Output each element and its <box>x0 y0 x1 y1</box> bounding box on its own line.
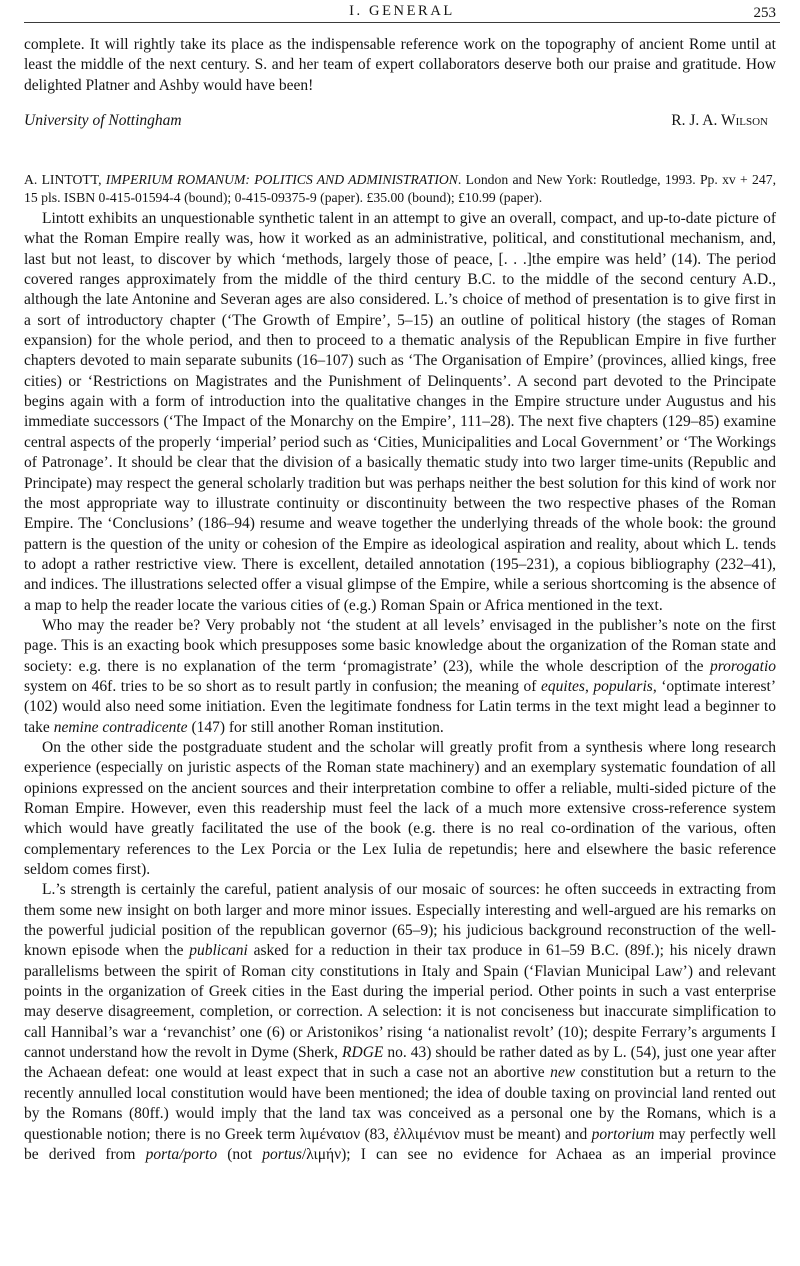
book-author: A. LINTOTT, <box>24 172 106 188</box>
latin-term-publicani: publicani <box>189 942 248 960</box>
page-number: 253 <box>753 5 776 21</box>
text-run: L.’s strength is certainly the careful, patient analysis of our mosaic of sources: he often succeeds in extracting from them some new insight on both larger and more minor issues. Especially interesting and well-argued are his remarks on the powerful judicial position of the republican governor (65–9); his judicious background reconstruction of the well-known episode when the <box>24 881 776 960</box>
previous-review-closing-paragraph: complete. It will rightly take its place as the indispensable reference work on the topography of ancient Rome until at least the middle of the next century. S. and her team of expert collaborators deserve both our praise and gratitude. How delighted Platner and Ashby would have been! <box>24 36 776 94</box>
text-run: /λιμήν); I can see no evidence for Achaea as an imperial province <box>301 1145 777 1163</box>
emphasis-new: new <box>550 1064 576 1082</box>
review-paragraph-3: On the other side the postgraduate student and the scholar will greatly profit from a synthesis where long research experience (especially on juristic aspects of the Roman state machinery) and an exemplary systematic foundation of all opinions expressed on the ancient sources and their interpretation combine to offer a reliable, multi-sided picture of the Roman Empire. However, even this readership must feel the lack of a much more extensive cross-reference system which would have greatly facilitated the use of the book (e.g. there is no real co-ordination of the various, often complementary references to the Lex Porcia or the Lex Iulia de repetundis; here and elsewhere the basic reference seldom comes first). <box>24 738 776 879</box>
running-head <box>24 0 780 23</box>
text-run: constitution but a return to the recently annulled local constitution would have been mentioned; the idea of double taxing on provincial land rented out by the Romans (80ff.) would imply that the land tax was conceived as a personal one by the Romans, which is a questionable notion; there is no Greek term λιμέναιον (83, ἐλλιμένιον must be meant) and <box>24 1064 776 1143</box>
text-run: , <box>584 677 594 695</box>
reviewer-name: R. J. A. Wilson <box>671 112 768 130</box>
latin-term-portus: portus <box>262 1145 302 1163</box>
text-run: , ‘optimate interest’ (102) would also need some initiation. Even the legitimate fondness for Latin terms in the text might lead a beginner to take <box>24 677 776 736</box>
text-run: system on 46f. tries to be so short as to result partly in confusion; the meaning of <box>24 677 542 695</box>
book-title: IMPERIUM ROMANUM: POLITICS AND ADMINISTRATION <box>105 172 458 188</box>
review-paragraph-4 <box>24 880 776 1165</box>
text-run: (not <box>217 1145 263 1163</box>
review-paragraph-2 <box>24 616 776 738</box>
latin-term-equites: equites <box>541 677 585 695</box>
reviewer-signature <box>24 111 776 131</box>
text-run: (147) for still another Roman institution. <box>187 718 444 736</box>
citation-rdge: RDGE <box>342 1044 384 1062</box>
latin-term-portorium: portorium <box>591 1125 655 1143</box>
text-run: no. 43) should be rather dated as by L. (54), just one year after the Achaean defeat: one would at least expect that in such a case not an abortive <box>24 1044 777 1082</box>
latin-term-nemine-contradicente: nemine contradicente <box>53 718 188 736</box>
review-paragraph-1: Lintott exhibits an unquestionable synthetic talent in an attempt to give an overall, compact, and up-to-date picture of what the Roman Empire really was, how it worked as an administrative, political, and constitutional mechanism, and, last but not least, to discover by which ‘methods, largely those of peace, [. . .]the empire was held’ (14). The period covered ranges approximately from the middle of the third century B.C. to the middle of the second century A.D., although the late Antonine and Severan ages are also considered. L.’s choice of method of presentation is to give first in a sort of introductory chapter (‘The Growth of Empire’, 5–15) an outline of political history (the stages of Roman expansion) for the whole period, and then to proceed to a thematic analysis of the Republican Empire in five further chapters devoted to main separate subunits (16–107) such as ‘The Organisation of Empire’ (provinces, allied kings, free cities) or ‘Restrictions on Magistrates and the Punishment of Delinquents’. A second part devoted to the Principate begins again with a form of introduction into the qualitative changes in the Empire structure under Augustus and his immediate successors (‘The Impact of the Monarchy on the Empire’, 111–28). The next five chapters (129–85) examine central aspects of the properly ‘imperial’ period such as ‘Cities, Municipalities and Local Government’ or ‘The Workings of Patronage’. It should be clear that the division of a basically thematic study into two larger time-units (Republic and Principate) may respect the general scholarly tradition but was perhaps neither the best solution for this kind of work nor the most appropriate way to illustrate continuity or discontinuity between the two respective phases of the Roman Empire. The ‘Conclusions’ (186–94) resume and weave together the underlying threads of the whole book: the ground pattern is the question of the unity or cohesion of the Empire as ideological aspiration and reality, about which L. tends to adopt a rather restrictive view. There is excellent, detailed annotation (195–231), a copious bibliography (232–41), and indices. The illustrations selected offer a visual glimpse of the Empire, while a serious shortcoming is the absence of a map to help the reader locate the various cities of (e.g.) Roman Spain or Africa mentioned in the text. <box>24 210 776 614</box>
reviewer-institution: University of Nottingham <box>24 112 182 130</box>
review-body <box>24 209 776 1165</box>
latin-term-prorogatio: prorogatio <box>709 657 776 675</box>
review-heading <box>24 171 776 207</box>
publication-details: . London and New York: Routledge, 1993. Pp. xv + 247, 15 pls. ISBN 0-415-01594-4 (bound); 0-415-09375-9 (paper). £35.00 (bound); £10.99 (paper). <box>24 172 776 206</box>
running-head-title: I. GENERAL <box>349 3 455 19</box>
latin-term-porta-porto: porta/porto <box>145 1145 218 1163</box>
text-run: may perfectly well be derived from <box>24 1125 776 1163</box>
text-run: Who may the reader be? Very probably not ‘the student at all levels’ envisaged in the publisher’s note on the first page. This is an exacting book which presupposes some basic knowledge about the organization of the Roman state and society: e.g. there is no explanation of the term ‘promagistrate’ (23), while the whole description of the <box>24 616 776 675</box>
text-run: asked for a reduction in their tax produce in 61–59 B.C. (89f.); his nicely drawn parallelisms between the spirit of Roman city constitutions in Italy and Spain (‘Flavian Municipal Law’) and relevant points in the organization of Greek cities in the East during the imperial period. Other points in such a vast enterprise may deserve disagreement, completion, or correction. A selection: it is not conciseness but inaccurate simplification to call Hannibal’s war a ‘revanchist’ one (6) or Aristonikos’ rising ‘a nationalist revolt’ (10); despite Ferrary’s arguments I cannot understand how the revolt in Dyme (Sherk, <box>24 942 776 1062</box>
latin-term-popularis: popularis <box>593 677 653 695</box>
